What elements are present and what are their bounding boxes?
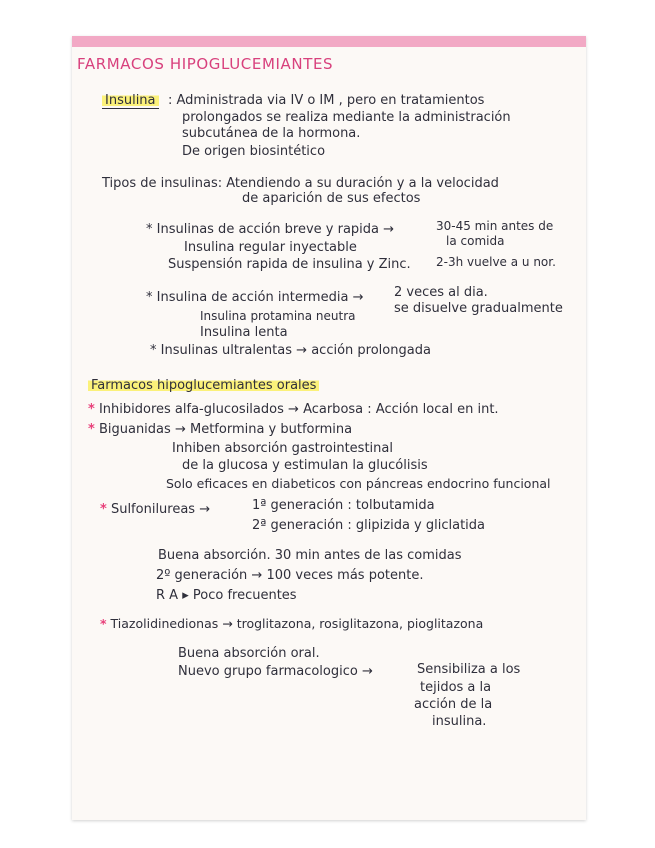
tiazolidinedionas-note-2: tejidos a la — [420, 680, 492, 695]
triangle-arrow-icon: ▸ — [182, 588, 189, 603]
arrow-right-icon: → — [174, 422, 186, 437]
tiazolidinedionas-note-1: Sensibiliza a los — [417, 662, 521, 677]
page-top-band — [72, 36, 586, 47]
arrow-right-icon: → — [288, 402, 299, 417]
biguanidas-line-4: Solo eficaces en diabeticos con páncreas endocrino funcional — [166, 476, 551, 491]
accion-breve-line-1: * Insulinas de acción breve y rapida → — [146, 222, 395, 237]
inhibidores-line-1: * Inhibidores alfa-glucosilados → Acarbosa : Acción local en int. — [88, 402, 499, 417]
accion-intermedia-note-2: se disuelve gradualmente — [394, 301, 563, 316]
orales-highlight: Farmacos hipoglucemiantes orales — [88, 378, 319, 393]
tipos-line-1: Tipos de insulinas: Atendiendo a su duración y a la velocidad — [102, 176, 499, 191]
accion-breve-note-2: la comida — [446, 234, 505, 248]
bullet-icon: * — [146, 290, 153, 305]
tiazolidinedionas-note-4: insulina. — [432, 714, 487, 729]
sulfonilureas-line-1: * Sulfonilureas → — [100, 502, 211, 517]
insulina-line-4: De origen biosintético — [182, 144, 326, 159]
insulina-highlight: Insulina — [102, 93, 159, 109]
arrow-right-icon: → — [383, 222, 395, 237]
bullet-icon: * — [150, 343, 157, 358]
biguanidas-line-3: de la glucosa y estimulan la glucólisis — [182, 458, 428, 473]
ultralentas-line-1: * Insulinas ultralentas → acción prolongada — [150, 343, 431, 358]
insulina-line-2: prolongados se realiza mediante la administración — [182, 110, 511, 125]
biguanidas-line-1: * Biguanidas → Metformina y butformina — [88, 422, 353, 437]
orales-heading — [88, 378, 319, 394]
bullet-icon: * — [88, 422, 95, 437]
accion-intermedia-line-2: Insulina protamina neutra — [200, 309, 356, 323]
accion-intermedia-note-1: 2 veces al dia. — [394, 285, 488, 300]
biguanidas-line-2: Inhiben absorción gastrointestinal — [172, 441, 393, 456]
tipos-line-2: de aparición de sus efectos — [242, 191, 421, 206]
arrow-right-icon: → — [199, 502, 211, 517]
accion-intermedia-line-3: Insulina lenta — [200, 325, 288, 340]
insulina-line-3: subcutánea de la hormona. — [182, 126, 361, 141]
bullet-icon: * — [100, 502, 107, 517]
notebook-page — [72, 36, 586, 820]
insulina-line-1: : Administrada via IV o IM , pero en tratamientos — [168, 93, 485, 108]
arrow-right-icon: → — [222, 616, 233, 631]
page-title: FARMACOS HIPOGLUCEMIANTES — [77, 55, 334, 73]
accion-breve-note-3: 2-3h vuelve a u nor. — [436, 255, 556, 269]
bullet-icon: * — [146, 222, 153, 237]
tiazolidinedionas-line-2: Buena absorción oral. — [178, 646, 320, 661]
tiazolidinedionas-line-3: Nuevo grupo farmacologico → — [178, 664, 373, 679]
bullet-icon: * — [88, 402, 95, 417]
tiazolidinedionas-line-1: * Tiazolidinedionas → troglitazona, rosiglitazona, pioglitazona — [100, 616, 484, 631]
arrow-right-icon: → — [251, 568, 263, 583]
arrow-right-icon: → — [361, 664, 373, 679]
accion-breve-note-1: 30-45 min antes de — [436, 219, 554, 233]
arrow-right-icon: → — [296, 343, 308, 358]
sulfonilureas-line-3: 2º generación → 100 veces más potente. — [156, 568, 424, 583]
accion-breve-line-2: Insulina regular inyectable — [184, 240, 357, 255]
accion-breve-line-3: Suspensión rapida de insulina y Zinc. — [168, 257, 411, 272]
sulfonilureas-gen-2: 2ª generación : glipizida y gliclatida — [252, 518, 486, 533]
sulfonilureas-line-2: Buena absorción. 30 min antes de las comidas — [158, 548, 462, 563]
sulfonilureas-line-4: R A ▸ Poco frecuentes — [156, 588, 297, 603]
tiazolidinedionas-note-3: acción de la — [414, 697, 493, 712]
insulina-label — [102, 93, 159, 109]
bullet-icon: * — [100, 616, 107, 631]
sulfonilureas-gen-1: 1ª generación : tolbutamida — [252, 498, 435, 513]
accion-intermedia-line-1: * Insulina de acción intermedia → — [146, 290, 364, 305]
arrow-right-icon: → — [352, 290, 364, 305]
